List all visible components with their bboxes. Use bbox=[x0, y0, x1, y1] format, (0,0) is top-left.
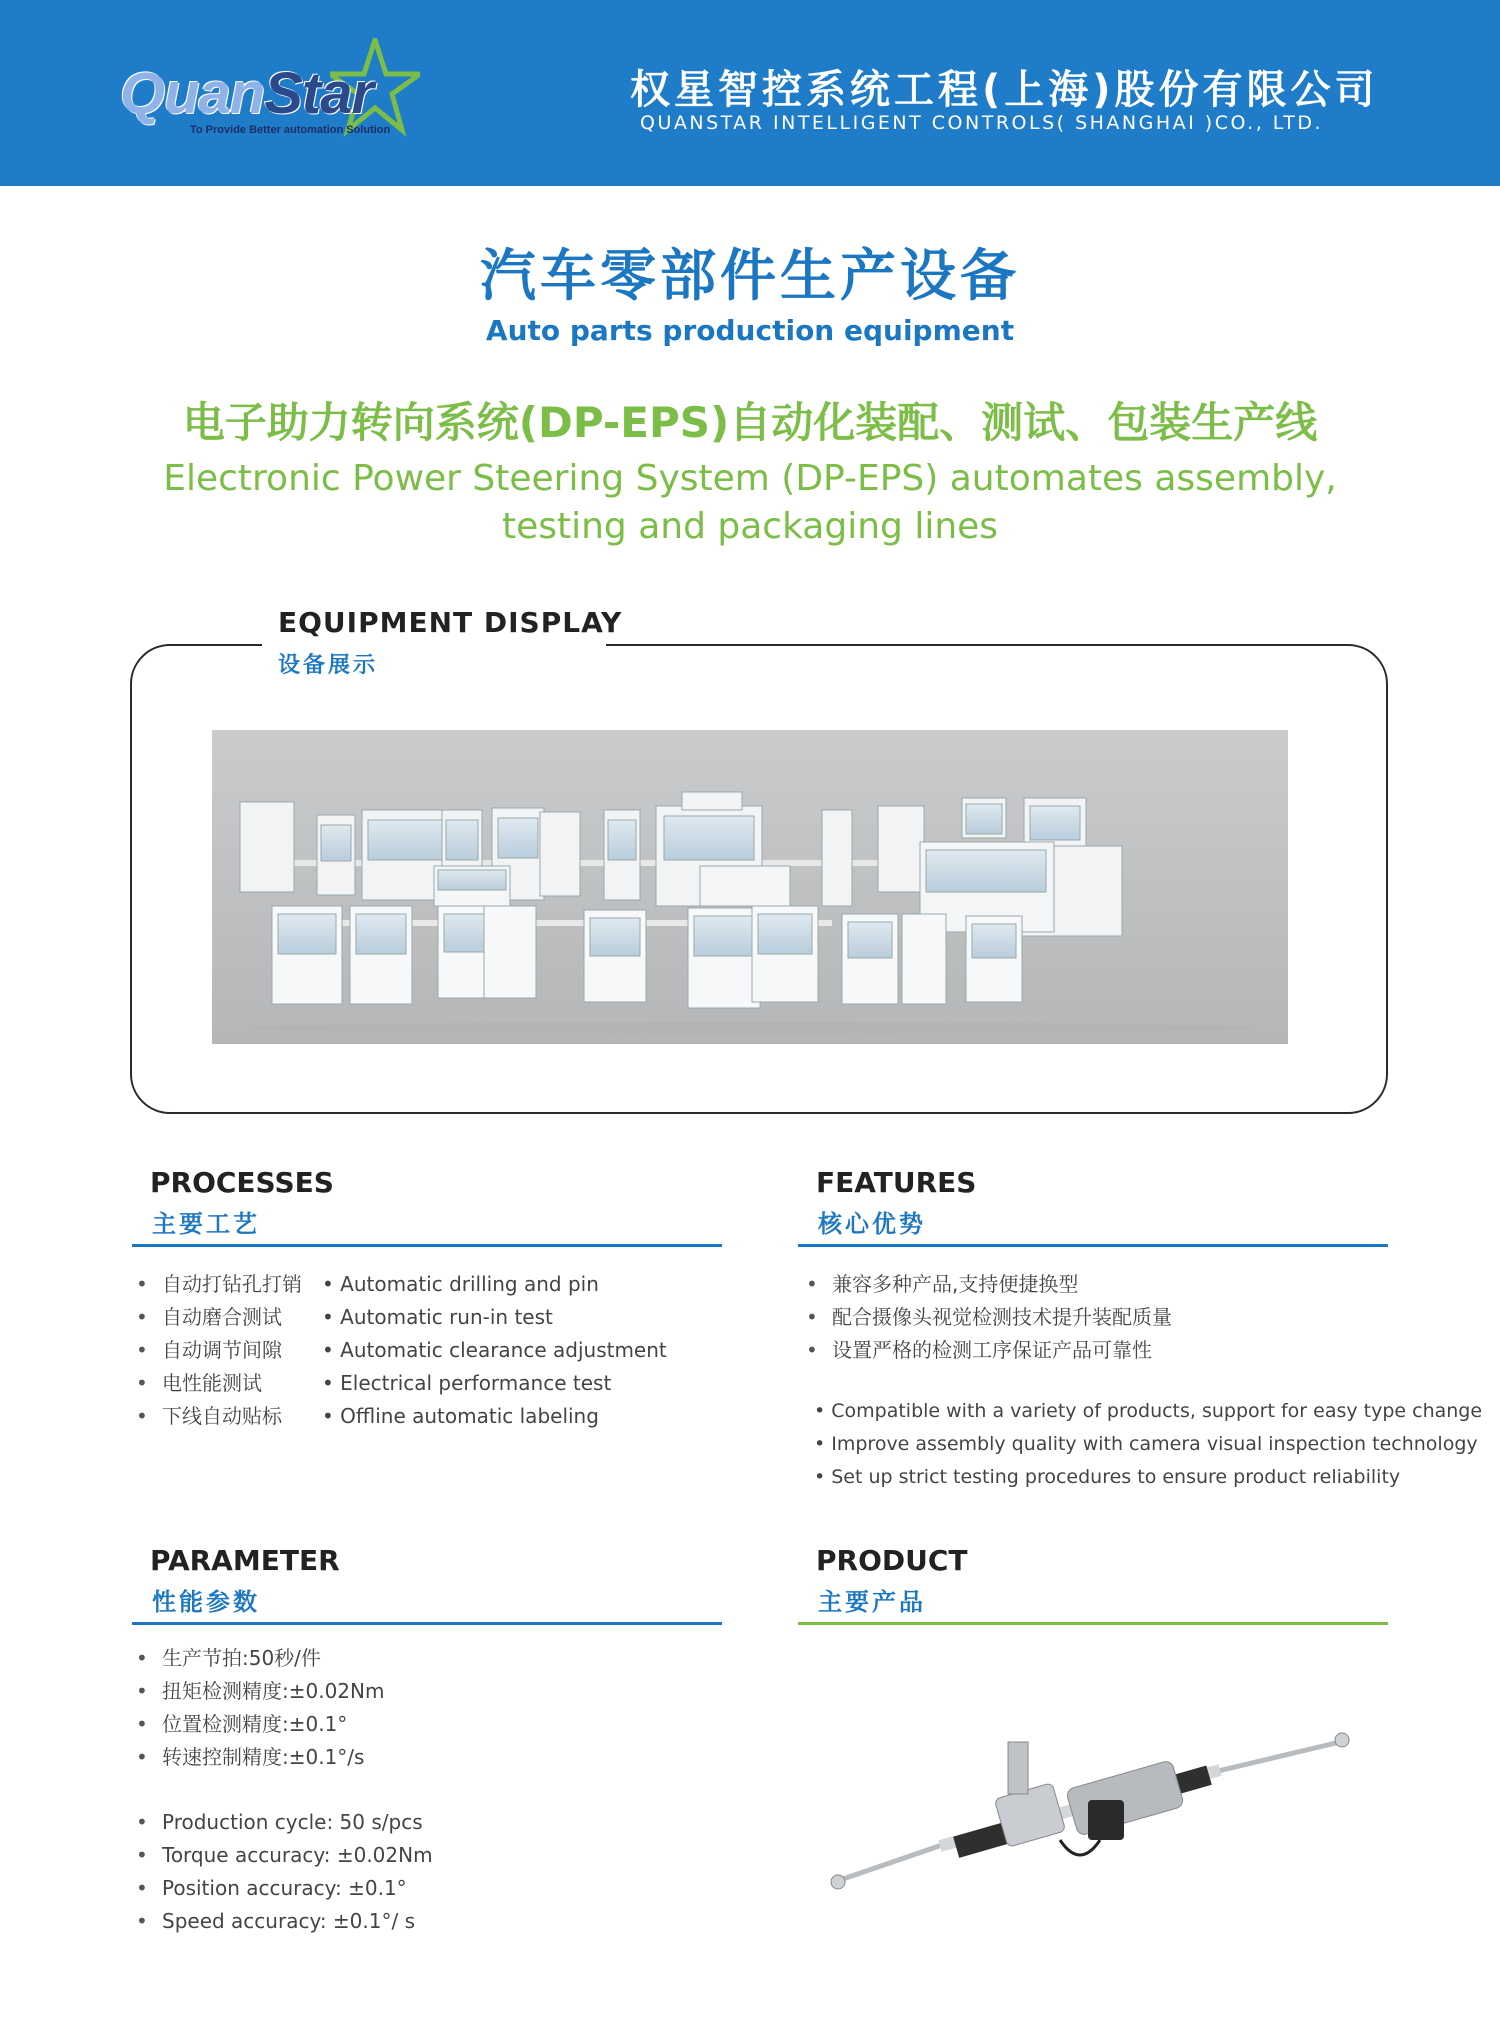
features-title: FEATURES bbox=[816, 1166, 977, 1199]
list-item: • Set up strict testing procedures to ensure product reliability bbox=[814, 1466, 1401, 1488]
company-name-en: QUANSTAR INTELLIGENT CONTROLS( SHANGHAI )CO., LTD. bbox=[640, 112, 1324, 134]
page-title-cn: 汽车零部件生产设备 bbox=[480, 243, 1020, 309]
list-item: • 配合摄像头视觉检测技术提升装配质量 bbox=[806, 1305, 1172, 1329]
product-rule bbox=[798, 1622, 1388, 1625]
features-rule bbox=[798, 1244, 1388, 1247]
steering-rack-image bbox=[820, 1720, 1350, 1900]
processes-subtitle: 主要工艺 bbox=[152, 1210, 260, 1238]
parameter-title: PARAMETER bbox=[150, 1544, 340, 1577]
product-subtitle: 主要产品 bbox=[818, 1588, 926, 1616]
list-item: • 生产节拍:50秒/件 bbox=[136, 1646, 321, 1670]
parameter-rule bbox=[132, 1622, 722, 1625]
parameter-subtitle: 性能参数 bbox=[152, 1588, 260, 1616]
processes-rule bbox=[132, 1244, 722, 1247]
list-item: • Compatible with a variety of products, support for easy type change bbox=[814, 1400, 1483, 1422]
list-item: • 电性能测试 • Electrical performance test bbox=[136, 1371, 612, 1395]
company-name-cn: 权星智控系统工程(上海)股份有限公司 bbox=[630, 67, 1379, 113]
processes-list bbox=[136, 1268, 667, 1433]
list-item: • Production cycle: 50 s/pcs bbox=[136, 1810, 423, 1834]
list-item: • 自动打钻孔打销 • Automatic drilling and pin bbox=[136, 1272, 599, 1296]
list-item: • 转速控制精度:±0.1°/s bbox=[136, 1745, 365, 1769]
list-item: • 自动磨合测试 • Automatic run-in test bbox=[136, 1305, 553, 1329]
list-item: • 自动调节间隙 • Automatic clearance adjustment bbox=[136, 1338, 667, 1362]
list-item: • 设置严格的检测工序保证产品可靠性 bbox=[806, 1338, 1152, 1362]
list-item: • 位置检测精度:±0.1° bbox=[136, 1712, 348, 1736]
list-item: • 扭矩检测精度:±0.02Nm bbox=[136, 1679, 385, 1703]
list-item: • 兼容多种产品,支持便捷换型 bbox=[806, 1272, 1079, 1296]
logo: QuanStar bbox=[120, 61, 374, 126]
production-line-image bbox=[212, 730, 1288, 1044]
page-title-en: Auto parts production equipment bbox=[485, 314, 1015, 347]
list-item: • Torque accuracy: ±0.02Nm bbox=[136, 1843, 433, 1867]
parameter-list-en bbox=[136, 1810, 433, 1942]
list-item: • Position accuracy: ±0.1° bbox=[136, 1876, 407, 1900]
equipment-title: EQUIPMENT DISPLAY bbox=[278, 606, 623, 639]
product-title: PRODUCT bbox=[816, 1544, 968, 1577]
equipment-subtitle: 设备展示 bbox=[278, 653, 379, 678]
subtitle-en-line-2: testing and packaging lines bbox=[501, 506, 999, 547]
subtitle-en bbox=[120, 455, 1380, 551]
features-list-en bbox=[814, 1400, 1482, 1499]
subtitle-cn: 电子助力转向系统(DP-EPS)自动化装配、测试、包装生产线 bbox=[182, 398, 1318, 447]
processes-title: PROCESSES bbox=[150, 1166, 334, 1199]
subtitle-en-line-1: Electronic Power Steering System (DP-EPS) automates assembly, bbox=[163, 458, 1337, 499]
features-subtitle: 核心优势 bbox=[818, 1210, 926, 1238]
list-item: • Speed accuracy: ±0.1°/ s bbox=[136, 1909, 416, 1933]
logo-tagline: To Provide Better automation Solution bbox=[190, 124, 391, 136]
features-list-cn bbox=[806, 1268, 1172, 1367]
list-item: • Improve assembly quality with camera visual inspection technology bbox=[814, 1433, 1478, 1455]
list-item: • 下线自动贴标 • Offline automatic labeling bbox=[136, 1404, 599, 1428]
parameter-list-cn bbox=[136, 1642, 384, 1774]
